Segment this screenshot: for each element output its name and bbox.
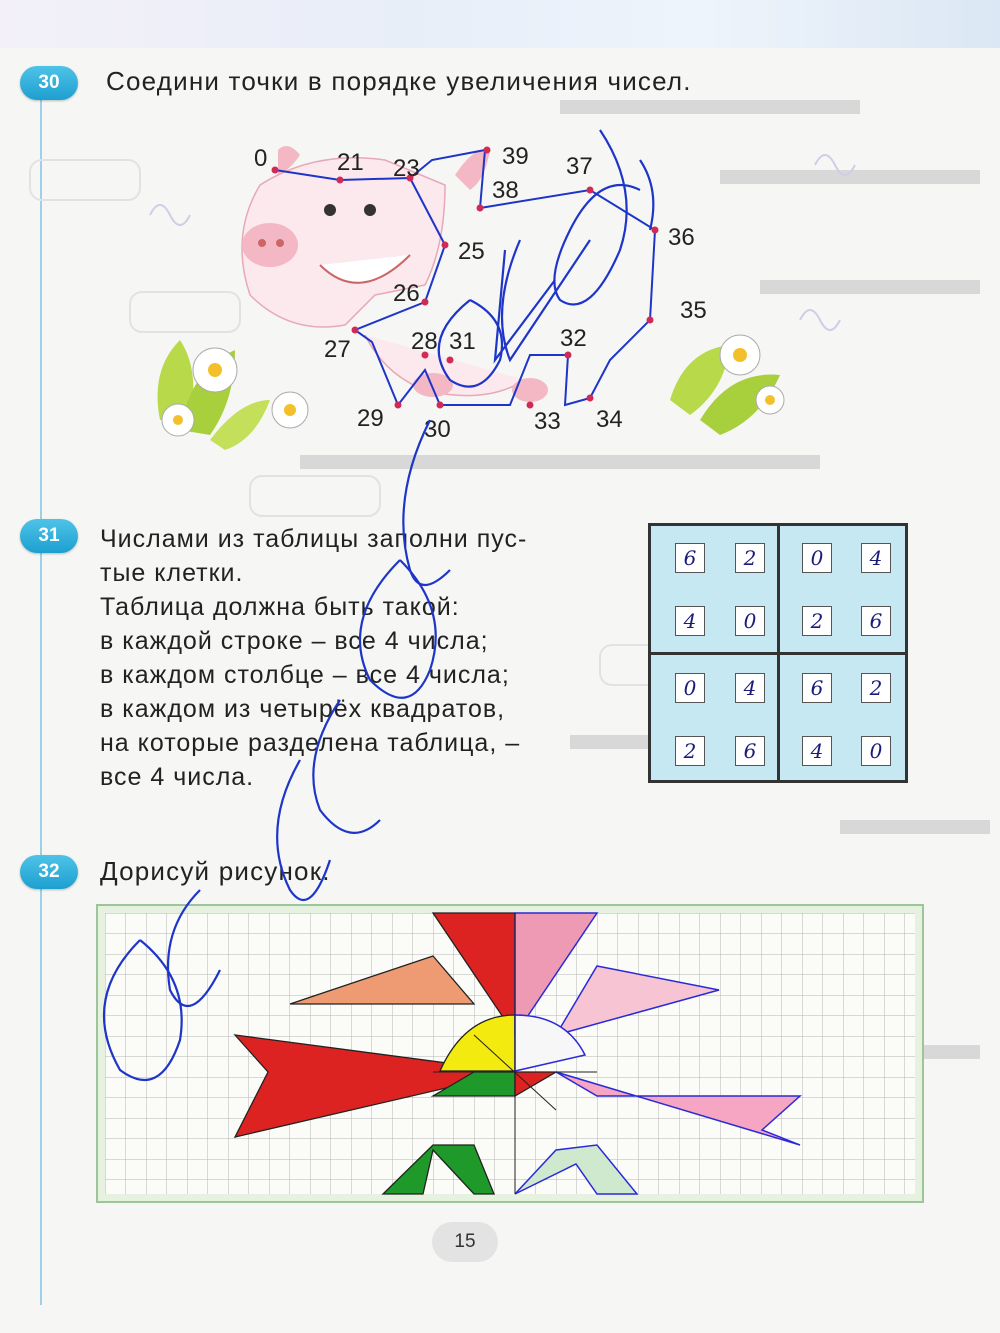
exercise-32-instruction: Дорисуй рисунок. <box>100 856 331 886</box>
dot-label: 23 <box>393 155 420 182</box>
table-cell[interactable]: 6 <box>735 736 765 766</box>
instruction-line: все 4 числа. <box>100 763 255 791</box>
dot-label: 38 <box>492 177 519 204</box>
exercise-number: 31 <box>38 525 60 546</box>
instruction-line: в каждом столбце – все 4 числа; <box>100 661 510 689</box>
dot-label: 27 <box>324 336 351 363</box>
instruction-line: тые клетки. <box>100 559 244 587</box>
dot-label: 32 <box>560 325 587 352</box>
table-cell[interactable]: 6 <box>675 543 705 573</box>
dot-label: 39 <box>502 143 529 170</box>
dot-label: 21 <box>337 149 364 176</box>
table-cell[interactable]: 2 <box>802 606 832 636</box>
dot-label: 33 <box>534 408 561 435</box>
table-cell[interactable]: 4 <box>802 736 832 766</box>
dot-label: 31 <box>449 328 476 355</box>
instruction-line: в каждом из четырёх квадратов, <box>100 695 506 723</box>
exercise-number: 32 <box>38 861 60 882</box>
dot-label: 29 <box>357 405 384 432</box>
dot-label: 0 <box>254 145 268 172</box>
dot-label: 36 <box>668 224 695 251</box>
table-cell[interactable]: 6 <box>802 673 832 703</box>
exercise-30-instruction: Соедини точки в порядке увеличения чисел. <box>106 66 692 96</box>
table-cell[interactable]: 2 <box>735 543 765 573</box>
dot-label: 30 <box>424 416 451 443</box>
dot-label: 26 <box>393 280 420 307</box>
page-number: 15 <box>432 1222 498 1262</box>
table-cell[interactable]: 4 <box>675 606 705 636</box>
table-cell[interactable]: 4 <box>861 543 891 573</box>
table-cell[interactable]: 2 <box>675 736 705 766</box>
dot-label: 28 <box>411 328 438 355</box>
dot-label: 34 <box>596 406 623 433</box>
dot-label: 35 <box>680 297 707 324</box>
exercise-number: 30 <box>38 72 60 93</box>
table-cell[interactable]: 0 <box>802 543 832 573</box>
table-cell[interactable]: 0 <box>675 673 705 703</box>
table-cell[interactable]: 2 <box>861 673 891 703</box>
table-cell[interactable]: 0 <box>735 606 765 636</box>
table-cell[interactable]: 0 <box>861 736 891 766</box>
instruction-line: в каждой строке – все 4 числа; <box>100 627 489 655</box>
dot-label: 37 <box>566 153 593 180</box>
table-cell[interactable]: 4 <box>735 673 765 703</box>
instruction-line: Числами из таблицы заполни пус- <box>100 525 528 553</box>
instruction-line: на которые разделена таблица, – <box>100 729 521 757</box>
table-cell[interactable]: 6 <box>861 606 891 636</box>
instruction-line: Таблица должна быть такой: <box>100 593 460 621</box>
dot-label: 25 <box>458 238 485 265</box>
